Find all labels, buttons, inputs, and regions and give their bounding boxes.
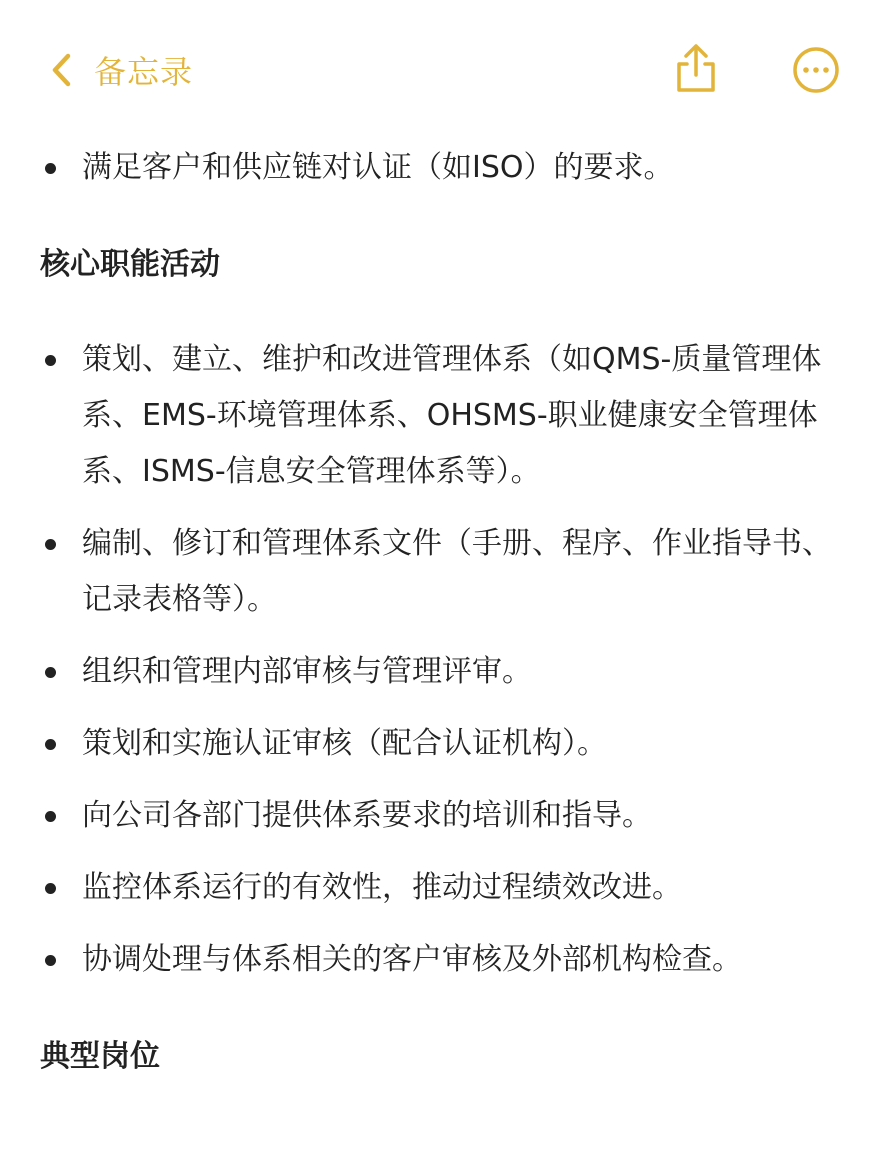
chevron-left-icon [48, 50, 74, 90]
back-button-label: 备忘录 [94, 53, 194, 91]
section-heading: 典型岗位 [40, 1039, 160, 1074]
share-icon[interactable] [672, 42, 720, 94]
navigation-bar [0, 0, 880, 140]
list-item: 协调处理与体系相关的客户审核及外部机构检查。 [82, 932, 842, 988]
list-item: 满足客户和供应链对认证（如ISO）的要求。 [82, 140, 842, 196]
list-item: 策划、建立、维护和改进管理体系（如QMS-质量管理体系、EMS-环境管理体系、OHSMS-职业健康安全管理体系、ISMS-信息安全管理体系等）。 [82, 332, 842, 500]
list-item: 监控体系运行的有效性，推动过程绩效改进。 [82, 860, 842, 916]
list-item: 编制、修订和管理体系文件（手册、程序、作业指导书、记录表格等）。 [82, 516, 842, 628]
list-item: 向公司各部门提供体系要求的培训和指导。 [82, 788, 842, 844]
list-item: 策划和实施认证审核（配合认证机构）。 [82, 716, 842, 772]
back-button[interactable] [48, 44, 193, 96]
more-icon[interactable] [792, 46, 840, 94]
list-item: 组织和管理内部审核与管理评审。 [82, 644, 842, 700]
section-heading: 核心职能活动 [40, 247, 220, 282]
